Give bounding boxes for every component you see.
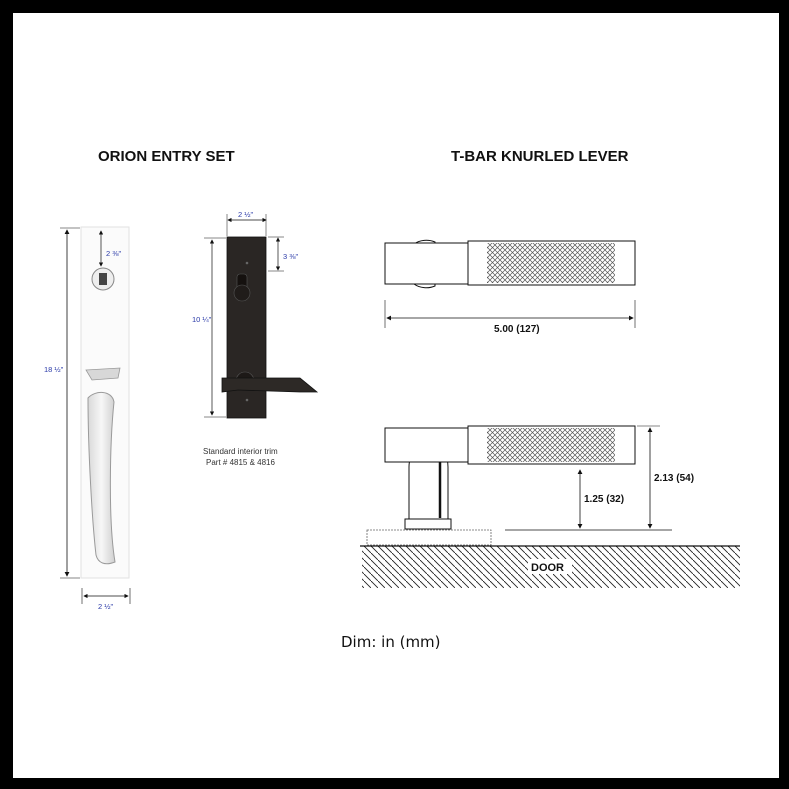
door-label: DOOR — [531, 562, 564, 574]
tbar-total-projection-label: 2.13 (54) — [654, 473, 695, 484]
drawing-frame — [13, 13, 779, 778]
door-section — [360, 530, 740, 588]
orion-width-label: 2 ½" — [98, 602, 114, 611]
interior-lever — [222, 378, 317, 392]
orion-title: ORION ENTRY SET — [98, 148, 235, 165]
units-label: Dim: in (mm) — [341, 633, 441, 651]
interior-trim-plate — [222, 237, 317, 418]
trim-width-label: 2 ½" — [238, 210, 254, 219]
tbar-projection-label: 1.25 (32) — [584, 494, 625, 505]
tbar-total-projection-dimension — [637, 426, 694, 528]
orion-width-dimension — [82, 588, 130, 611]
orion-height-label: 18 ½" — [44, 365, 64, 374]
tbar-title: T-BAR KNURLED LEVER — [451, 148, 629, 165]
orion-exterior-plate — [81, 227, 129, 578]
tbar-top-view — [385, 240, 635, 288]
trim-top-offset-label: 3 ⅜" — [283, 252, 299, 261]
orion-cylinder-label: 2 ⅜" — [106, 249, 122, 258]
tbar-side-view — [385, 426, 635, 529]
trim-top-offset-dimension — [268, 237, 299, 271]
trim-caption-line2: Part # 4815 & 4816 — [206, 458, 275, 467]
orion-height-dimension — [44, 228, 80, 578]
knurl-pattern — [487, 243, 615, 283]
trim-caption-line1: Standard interior trim — [203, 447, 278, 456]
trim-height-label: 10 ¼" — [192, 315, 212, 324]
tbar-length-dimension — [385, 300, 635, 335]
trim-height-dimension — [192, 238, 226, 417]
tbar-length-label: 5.00 (127) — [494, 324, 540, 335]
spec-drawing — [13, 13, 779, 778]
trim-width-dimension — [227, 210, 266, 236]
thumb-piece — [86, 368, 120, 380]
tbar-projection-dimension — [580, 470, 624, 528]
